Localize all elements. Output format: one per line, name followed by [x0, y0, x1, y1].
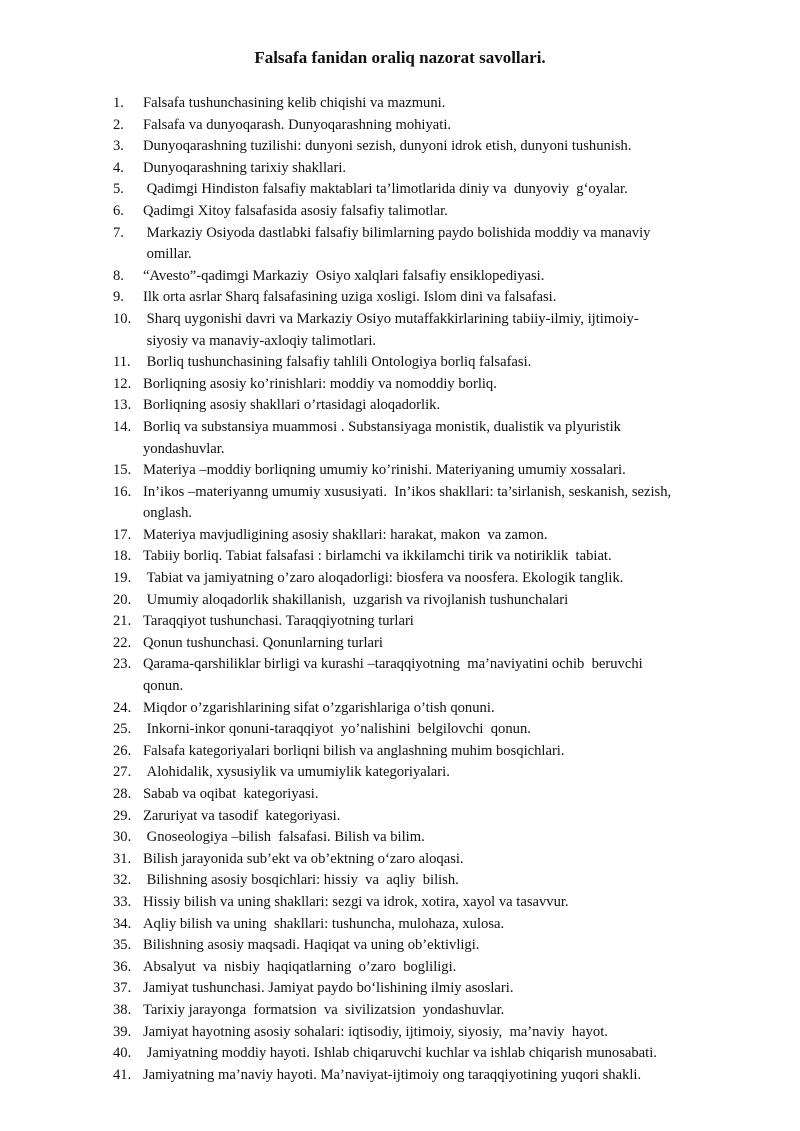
question-item: [113, 827, 738, 849]
question-text: Jamiyat hayotning asosiy sohalari: iqtisodiy, ijtimoiy, siyosiy, ma’naviy hayot.: [143, 1023, 608, 1040]
question-text: Borliq tushunchasining falsafiy tahlili Ontologiya borliq falsafasi.: [143, 354, 532, 371]
question-text: Dunyoqarashning tuzilishi: dunyoni sezish, dunyoni idrok etish, dunyoni tushunish.: [143, 138, 632, 155]
question-item: [113, 136, 738, 158]
question-item: [113, 201, 738, 223]
question-text: Falsafa va dunyoqarash. Dunyoqarashning mohiyati.: [143, 116, 452, 133]
question-number: 13.: [113, 397, 132, 414]
question-item: [113, 741, 738, 763]
question-item: [113, 482, 738, 525]
document-title: Falsafa fanidan oraliq nazorat savollari.: [254, 48, 546, 67]
question-text: Borliqning asosiy shakllari o’rtasidagi aloqadorlik.: [143, 397, 441, 414]
question-number: 17.: [113, 526, 132, 543]
question-number: 5.: [113, 181, 124, 198]
question-item: [113, 590, 738, 612]
question-text: Bilish jarayonida sub’ekt va ob’ektning o‘zaro aloqasi.: [143, 850, 464, 867]
question-item: [113, 395, 738, 417]
question-text: Inkorni-inkor qonuni-taraqqiyot yo’nalishini belgilovchi qonun.: [143, 721, 531, 738]
question-item: [113, 1000, 738, 1022]
question-text: Tabiiy borliq. Tabiat falsafasi : birlamchi va ikkilamchi tirik va notiriklik tabiat.: [143, 548, 612, 565]
question-number: 34.: [113, 915, 132, 932]
question-number: 16.: [113, 483, 132, 500]
question-number: 39.: [113, 1023, 132, 1040]
question-number: 10.: [113, 310, 132, 327]
question-text: Ilk orta asrlar Sharq falsafasining uziga xosligi. Islom dini va falsafasi.: [143, 289, 557, 306]
question-item: [113, 654, 738, 697]
question-number: 30.: [113, 829, 132, 846]
question-number: 2.: [113, 116, 124, 133]
question-text: Borliqning asosiy ko’rinishlari: moddiy va nomoddiy borliq.: [143, 375, 497, 392]
question-text: Materiya –moddiy borliqning umumiy ko’rinishi. Materiyaning umumiy xossalari.: [143, 462, 626, 479]
question-item: [113, 287, 738, 309]
question-number: 21.: [113, 613, 132, 630]
question-number: 19.: [113, 570, 132, 587]
question-list: [113, 93, 738, 1086]
question-item: [113, 698, 738, 720]
question-item: [113, 762, 738, 784]
question-item: [113, 806, 738, 828]
question-text: Aqliy bilish va uning shakllari: tushuncha, mulohaza, xulosa.: [143, 915, 505, 932]
question-number: 20.: [113, 591, 132, 608]
question-number: 7.: [113, 224, 124, 241]
question-item: [113, 266, 738, 288]
question-text: Qonun tushunchasi. Qonunlarning turlari: [143, 634, 383, 651]
question-text: Falsafa tushunchasining kelib chiqishi va mazmuni.: [143, 95, 446, 111]
question-text: Tarixiy jarayonga formatsion va sivilizatsion yondashuvlar.: [143, 1001, 505, 1018]
question-number: 41.: [113, 1066, 132, 1083]
question-number: 37.: [113, 980, 132, 997]
question-item: [113, 352, 738, 374]
question-number: 6.: [113, 202, 124, 219]
question-number: 1.: [113, 95, 124, 111]
question-text: Jamiyatning moddiy hayoti. Ishlab chiqaruvchi kuchlar va ishlab chiqarish munosabati.: [143, 1045, 657, 1062]
question-text: Jamiyatning ma’naviy hayoti. Ma’naviyat-ijtimoiy ong taraqqiyotining yuqori shakli.: [143, 1066, 642, 1083]
question-item: [113, 1065, 738, 1087]
question-item: [113, 223, 738, 266]
question-number: 24.: [113, 699, 132, 716]
question-number: 3.: [113, 138, 124, 155]
question-item: [113, 374, 738, 396]
question-number: 25.: [113, 721, 132, 738]
question-number: 29.: [113, 807, 132, 824]
question-item: [113, 1043, 738, 1065]
question-number: 18.: [113, 548, 132, 565]
question-text: Absalyut va nisbiy haqiqatlarning o’zaro bogliligi.: [143, 958, 457, 975]
question-number: 12.: [113, 375, 132, 392]
question-item: [113, 849, 738, 871]
question-text: Qadimgi Xitoy falsafasida asosiy falsafiy talimotlar.: [143, 202, 448, 219]
question-number: 8.: [113, 267, 124, 284]
question-text: “Avesto”-qadimgi Markaziy Osiyo xalqlari falsafiy ensiklopediyasi.: [143, 267, 545, 284]
question-number: 38.: [113, 1001, 132, 1018]
question-item: [113, 978, 738, 1000]
question-item: [113, 870, 738, 892]
question-text: Qarama-qarshiliklar birligi va kurashi –taraqqiyotning ma’naviyatini ochib beruvchi qonun.: [143, 656, 643, 695]
question-item: [113, 892, 738, 914]
question-number: 35.: [113, 937, 132, 954]
question-text: Zaruriyat va tasodif kategoriyasi.: [143, 807, 341, 824]
question-item: [113, 179, 738, 201]
question-item: [113, 460, 738, 482]
question-text: Hissiy bilish va uning shakllari: sezgi va idrok, xotira, xayol va tasavvur.: [143, 893, 569, 910]
question-item: [113, 914, 738, 936]
question-item: [113, 935, 738, 957]
question-item: [113, 957, 738, 979]
question-item: [113, 719, 738, 741]
question-text: Miqdor o’zgarishlarining sifat o’zgarishlariga o’tish qonuni.: [143, 699, 495, 716]
question-item: [113, 546, 738, 568]
question-text: Sharq uygonishi davri va Markaziy Osiyo mutaffakkirlarining tabiiy-ilmiy, ijtimoiy- siyosiy va manaviy-axloqiy talimotlari.: [146, 310, 639, 349]
question-item: [113, 568, 738, 590]
question-number: 4.: [113, 159, 124, 176]
question-item: [113, 611, 738, 633]
question-number: 27.: [113, 764, 132, 781]
question-text: Bilishning asosiy maqsadi. Haqiqat va uning ob’ektivligi.: [143, 937, 480, 954]
question-text: Qadimgi Hindiston falsafiy maktablari ta’limotlarida diniy va dunyoviy g‘oyalar.: [143, 181, 628, 198]
question-number: 33.: [113, 893, 132, 910]
question-number: 11.: [113, 354, 131, 371]
question-text: Materiya mavjudligining asosiy shakllari: harakat, makon va zamon.: [143, 526, 548, 543]
question-number: 22.: [113, 634, 132, 651]
question-item: [113, 115, 738, 137]
question-text: In’ikos –materiyanng umumiy xususiyati. In’ikos shakllari: ta’sirlanish, seskanish, sezish, onglash.: [143, 483, 672, 522]
question-number: 26.: [113, 742, 132, 759]
question-number: 32.: [113, 872, 132, 889]
question-item: [113, 525, 738, 547]
question-item: [113, 417, 738, 460]
question-text: Jamiyat tushunchasi. Jamiyat paydo bo‘lishining ilmiy asoslari.: [143, 980, 514, 997]
question-number: 23.: [113, 656, 132, 673]
question-text: Taraqqiyot tushunchasi. Taraqqiyotning turlari: [143, 613, 414, 630]
question-item: [113, 633, 738, 655]
question-text: Bilishning asosiy bosqichlari: hissiy va aqliy bilish.: [143, 872, 459, 889]
question-number: 15.: [113, 462, 132, 479]
question-item: [113, 93, 738, 115]
question-number: 14.: [113, 418, 132, 435]
question-number: 31.: [113, 850, 132, 867]
question-text: Alohidalik, xysusiylik va umumiylik kategoriyalari.: [143, 764, 450, 781]
question-text: Sabab va oqibat kategoriyasi.: [143, 786, 319, 802]
question-text: Markaziy Osiyoda dastlabki falsafiy bilimlarning paydo bolishida moddiy va manaviy omillar.: [146, 224, 651, 263]
question-item: [113, 309, 738, 352]
question-item: [113, 158, 738, 180]
question-text: Umumiy aloqadorlik shakillanish, uzgarish va rivojlanish tushunchalari: [143, 591, 569, 608]
question-number: 9.: [113, 289, 124, 306]
question-number: 28.: [113, 786, 132, 802]
question-number: 36.: [113, 958, 132, 975]
question-text: Falsafa kategoriyalari borliqni bilish va anglashning muhim bosqichlari.: [143, 742, 565, 759]
question-text: Dunyoqarashning tarixiy shakllari.: [143, 159, 347, 176]
question-text: Borliq va substansiya muammosi . Substansiyaga monistik, dualistik va plyuristik yondashuvlar.: [143, 418, 621, 457]
question-item: [113, 784, 738, 806]
question-item: [113, 1022, 738, 1044]
question-text: Gnoseologiya –bilish falsafasi. Bilish va bilim.: [143, 829, 425, 846]
question-text: Tabiat va jamiyatning o’zaro aloqadorligi: biosfera va noosfera. Ekologik tanglik.: [143, 570, 624, 587]
question-number: 40.: [113, 1045, 132, 1062]
